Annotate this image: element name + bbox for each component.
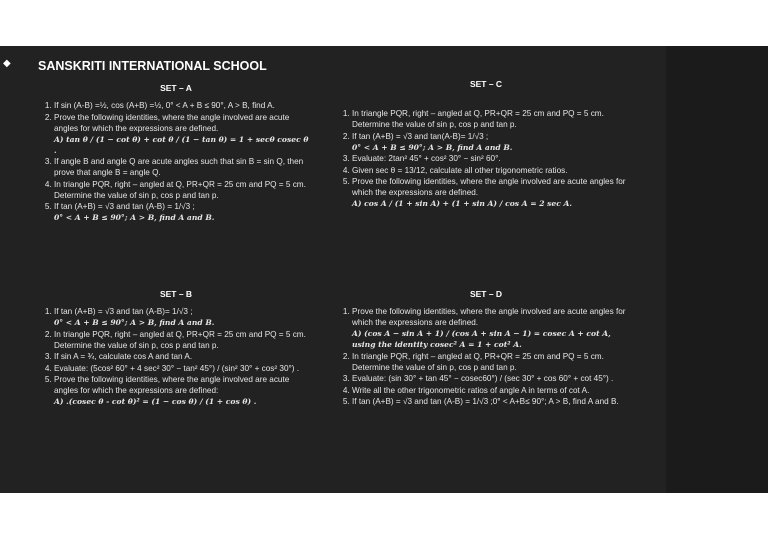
set-d-q4: 4. Write all the other trigonometric ratios of angle A in terms of cot A.	[352, 385, 634, 396]
set-a-q4: 4. In triangle PQR, right – angled at Q, PR+QR = 25 cm and PQ = 5 cm. Determine the value of sin p, cos p and tan p.	[54, 179, 312, 201]
set-a-q1: 1. If sin (A-B) =½, cos (A+B) =½, 0° < A + B ≤ 90°, A > B, find A.	[54, 100, 312, 111]
set-a	[40, 83, 312, 224]
set-b-q1-text: If tan (A+B) = √3 and tan (A-B)= 1/√3 ;	[54, 307, 193, 316]
set-d-q1-text: Prove the following identities, where the angle involved are acute angles for which the expressions are defined.	[352, 307, 626, 327]
set-c-q3: 3. Evaluate: 2tan² 45° + cos² 30° − sin² 60°.	[352, 153, 634, 164]
set-a-q2-text: Prove the following identities, where the angle involved are acute angles for which the expressions are defined.	[54, 112, 290, 133]
set-d-q3: 3. Evaluate: (sin 30° + tan 45° − cosec60°) / (sec 30° + cos 60° + cot 45°) .	[352, 373, 634, 384]
set-a-title: SET – A	[160, 83, 192, 93]
set-c	[338, 79, 634, 210]
set-c-q5	[352, 176, 634, 209]
set-c-q2	[352, 131, 634, 153]
set-b-q5-text: Prove the following identities, where the angle involved are acute angles for which the expressions are defined:	[54, 375, 290, 395]
set-a-q5-condition: 0° < A + B ≤ 90°; A > B, find A and B.	[54, 213, 215, 222]
set-b-q1	[54, 306, 312, 328]
set-d-q1	[352, 306, 634, 350]
set-c-q2-text: If tan (A+B) = √3 and tan(A-B)= 1/√3 ;	[352, 131, 489, 141]
set-d-q5: 5. If tan (A+B) = √3 and tan (A-B) = 1/√3 ;0° < A+B≤ 90°; A > B, find A and B.	[352, 396, 634, 407]
set-a-q3: 3. If angle B and angle Q are acute angles such that sin B = sin Q, then prove that angle B = angle Q.	[54, 156, 312, 178]
set-b	[40, 289, 312, 408]
dark-side-panel	[666, 46, 768, 493]
set-d-q1a: A) (cos A − sin A + 1) / (cos A + sin A − 1) = cosec A + cot A, using the identity cosec² A = 1 + cot² A.	[352, 329, 611, 349]
set-a-q5	[54, 201, 312, 223]
set-a-q2	[54, 112, 312, 156]
set-a-q5-text: If tan (A+B) = √3 and tan (A-B) = 1/√3 ;	[54, 202, 195, 211]
set-d-q2: 2. In triangle PQR, right – angled at Q, PR+QR = 25 cm and PQ = 5 cm. Determine the value of sin p, cos p and tan p.	[352, 351, 634, 373]
set-b-q5	[54, 374, 312, 407]
document-page	[0, 46, 768, 493]
set-b-q5a: A) .(cosec θ - cot θ)² = (1 − cos θ) / (1 + cos θ) .	[54, 397, 257, 406]
set-d	[338, 289, 634, 408]
set-c-q2-condition: 0° < A + B ≤ 90°; A > B, find A and B.	[352, 142, 513, 152]
set-c-q1: 1. In triangle PQR, right – angled at Q, PR+QR = 25 cm and PQ = 5 cm. Determine the value of sin p, cos p and tan p.	[352, 108, 634, 130]
set-c-title: SET – C	[469, 79, 503, 89]
set-c-q4: 4. Given sec θ = 13/12, calculate all other trigonometric ratios.	[352, 165, 634, 176]
set-c-q5-text: Prove the following identities, where the angle involved are acute angles for which the expressions are defined.	[352, 177, 626, 197]
set-b-title: SET – B	[159, 289, 193, 299]
set-c-q5a: A) cos A / (1 + sin A) + (1 + sin A) / cos A = 2 sec A.	[352, 199, 573, 208]
set-b-q1-condition: 0° < A + B ≤ 90°; A > B, find A and B.	[54, 318, 215, 327]
set-b-q2: 2. In triangle PQR, right – angled at Q, PR+QR = 25 cm and PQ = 5 cm. Determine the value of sin p, cos p and tan p.	[54, 329, 312, 351]
set-a-q2a: A) tan θ / (1 − cot θ) + cot θ / (1 − tan θ) = 1 + secθ cosec θ .	[54, 134, 309, 155]
set-b-q4: 4. Evaluate: (5cos² 60° + 4 sec² 30° − tan² 45°) / (sin² 30° + cos² 30°) .	[54, 363, 312, 374]
school-name: SANSKRITI INTERNATIONAL SCHOOL	[38, 59, 267, 73]
bullet-diamond-icon: ◆	[3, 58, 11, 69]
set-b-q3: 3. If sin A = ¾, calculate cos A and tan A.	[54, 351, 312, 362]
set-d-title: SET – D	[469, 289, 503, 299]
